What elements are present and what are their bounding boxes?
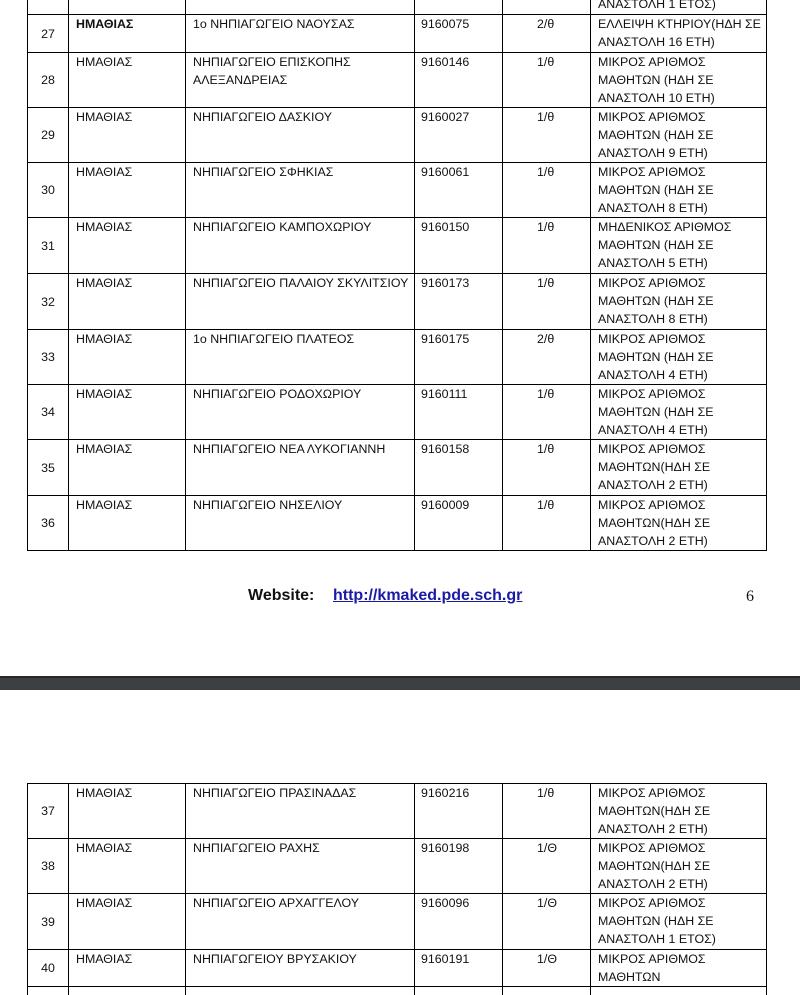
table-row [28,496,767,551]
reason-cell: ΕΛΛΕΙΨΗ ΚΤΗΡΙΟΥ(ΗΔΗ ΣΕ ΑΝΑΣΤΟΛΗ 16 ΕΤΗ) [591,15,767,53]
reason-cell: ΜΙΚΡΟΣ ΑΡΙΘΜΟΣ ΜΑΘΗΤΩΝ (ΗΔΗ ΣΕ ΑΝΑΣΤΟΛΗ 9 ΕΤΗ) [591,108,767,163]
row-number: 40 [28,950,69,987]
empty-cell [503,0,591,15]
school-name-cell: ΝΗΠΙΑΓΩΓΕΙΟ ΚΑΜΠΟΧΩΡΙΟΥ [186,218,415,274]
page-number: 6 [746,588,754,605]
classes-cell: 1/θ [503,440,591,496]
table-row [28,440,767,496]
reason-cell: ΜΗΔΕΝΙΚΟΣ ΑΡΙΘΜΟΣ ΜΑΘΗΤΩΝ (ΗΔΗ ΣΕ ΑΝΑΣΤΟΛΗ 5 ΕΤΗ) [591,218,767,274]
table-row [28,15,767,53]
school-code-cell: 9160150 [415,218,503,274]
classes-cell: 1/θ [503,496,591,551]
empty-cell [591,987,767,995]
classes-cell: 1/θ [503,274,591,330]
table-row [28,839,767,894]
table-row [28,784,767,839]
empty-cell [503,987,591,995]
school-code-cell: 9160075 [415,15,503,53]
reason-cell: ΑΝΑΣΤΟΛΗ 1 ΕΤΟΣ) [591,0,767,15]
school-name-cell: ΝΗΠΙΑΓΩΓΕΙΟ ΝΗΣΕΛΙΟΥ [186,496,415,551]
reason-cell: ΜΙΚΡΟΣ ΑΡΙΘΜΟΣ ΜΑΘΗΤΩΝ(ΗΔΗ ΣΕ ΑΝΑΣΤΟΛΗ 2 ΕΤΗ) [591,496,767,551]
school-code-cell: 9160096 [415,894,503,950]
school-name-cell: ΝΗΠΙΑΓΩΓΕΙΟ ΠΑΛΑΙΟΥ ΣΚΥΛΙΤΣΙΟΥ [186,274,415,330]
school-code-cell: 9160216 [415,784,503,839]
prefecture-cell: ΗΜΑΘΙΑΣ [69,385,186,440]
empty-cell [28,0,69,15]
prefecture-cell: ΗΜΑΘΙΑΣ [69,894,186,950]
reason-cell: ΜΙΚΡΟΣ ΑΡΙΘΜΟΣ ΜΑΘΗΤΩΝ(ΗΔΗ ΣΕ ΑΝΑΣΤΟΛΗ 2 ΕΤΗ) [591,784,767,839]
classes-cell: 1/θ [503,108,591,163]
row-number: 34 [28,385,69,440]
table-row [28,108,767,163]
school-code-cell: 9160027 [415,108,503,163]
reason-cell: ΜΙΚΡΟΣ ΑΡΙΘΜΟΣ ΜΑΘΗΤΩΝ (ΗΔΗ ΣΕ ΑΝΑΣΤΟΛΗ 10 ΕΤΗ) [591,53,767,108]
school-code-cell: 9160061 [415,163,503,218]
schools-table-continued [27,783,767,995]
row-number: 27 [28,15,69,53]
empty-cell [186,987,415,995]
school-code-cell: 9160191 [415,950,503,987]
table-row [28,894,767,950]
school-code-cell: 9160146 [415,53,503,108]
school-name-cell: ΝΗΠΙΑΓΩΓΕΙΟΥ ΒΡΥΣΑΚΙΟΥ [186,950,415,987]
classes-cell: 1/θ [503,218,591,274]
reason-cell: ΜΙΚΡΟΣ ΑΡΙΘΜΟΣ ΜΑΘΗΤΩΝ [591,950,767,987]
row-number: 30 [28,163,69,218]
table-row [28,218,767,274]
website-link[interactable]: http://kmaked.pde.sch.gr [333,587,523,604]
classes-cell: 2/θ [503,15,591,53]
table-row [28,163,767,218]
school-name-cell: ΝΗΠΙΑΓΩΓΕΙΟ ΝΕΑ ΛΥΚΟΓΙΑΝΝΗ [186,440,415,496]
school-name-cell: ΝΗΠΙΑΓΩΓΕΙΟ ΔΑΣΚΙΟΥ [186,108,415,163]
reason-cell: ΜΙΚΡΟΣ ΑΡΙΘΜΟΣ ΜΑΘΗΤΩΝ (ΗΔΗ ΣΕ ΑΝΑΣΤΟΛΗ 4 ΕΤΗ) [591,330,767,385]
classes-cell: 1/θ [503,53,591,108]
reason-cell: ΜΙΚΡΟΣ ΑΡΙΘΜΟΣ ΜΑΘΗΤΩΝ(ΗΔΗ ΣΕ ΑΝΑΣΤΟΛΗ 2 ΕΤΗ) [591,839,767,894]
prefecture-cell: ΗΜΑΘΙΑΣ [69,330,186,385]
prefecture-cell: ΗΜΑΘΙΑΣ [69,950,186,987]
prefecture-cell: ΗΜΑΘΙΑΣ [69,15,186,53]
school-code-cell: 9160158 [415,440,503,496]
row-number: 29 [28,108,69,163]
row-number: 31 [28,218,69,274]
school-name-cell: 1ο ΝΗΠΙΑΓΩΓΕΙΟ ΠΛΑΤΕΟΣ [186,330,415,385]
website-label: Website: [248,587,315,604]
classes-cell: 1/Θ [503,839,591,894]
prefecture-cell: ΗΜΑΘΙΑΣ [69,784,186,839]
school-name-cell: ΝΗΠΙΑΓΩΓΕΙΟ ΠΡΑΣΙΝΑΔΑΣ [186,784,415,839]
empty-cell [186,0,415,15]
empty-cell [28,987,69,995]
page-separator [0,676,800,690]
table-row [28,274,767,330]
row-number: 37 [28,784,69,839]
school-code-cell: 9160173 [415,274,503,330]
row-number: 33 [28,330,69,385]
table-row [28,950,767,987]
classes-cell: 2/θ [503,330,591,385]
empty-cell [69,0,186,15]
prefecture-cell: ΗΜΑΘΙΑΣ [69,274,186,330]
prefecture-cell: ΗΜΑΘΙΑΣ [69,496,186,551]
page-footer [0,587,800,609]
schools-table [27,0,767,551]
row-number: 35 [28,440,69,496]
classes-cell: 1/Θ [503,950,591,987]
row-number: 28 [28,53,69,108]
prefecture-cell: ΗΜΑΘΙΑΣ [69,163,186,218]
reason-cell: ΜΙΚΡΟΣ ΑΡΙΘΜΟΣ ΜΑΘΗΤΩΝ(ΗΔΗ ΣΕ ΑΝΑΣΤΟΛΗ 2 ΕΤΗ) [591,440,767,496]
prefecture-cell: ΗΜΑΘΙΑΣ [69,108,186,163]
empty-cell [415,987,503,995]
table-row [28,330,767,385]
prefecture-cell: ΗΜΑΘΙΑΣ [69,839,186,894]
school-name-cell: ΝΗΠΙΑΓΩΓΕΙΟ ΑΡΧΑΓΓΕΛΟΥ [186,894,415,950]
row-number: 38 [28,839,69,894]
table-row [28,53,767,108]
school-code-cell: 9160009 [415,496,503,551]
school-code-cell: 9160175 [415,330,503,385]
reason-cell: ΜΙΚΡΟΣ ΑΡΙΘΜΟΣ ΜΑΘΗΤΩΝ (ΗΔΗ ΣΕ ΑΝΑΣΤΟΛΗ 4 ΕΤΗ) [591,385,767,440]
reason-cell: ΜΙΚΡΟΣ ΑΡΙΘΜΟΣ ΜΑΘΗΤΩΝ (ΗΔΗ ΣΕ ΑΝΑΣΤΟΛΗ 8 ΕΤΗ) [591,274,767,330]
school-code-cell: 9160198 [415,839,503,894]
classes-cell: 1/θ [503,385,591,440]
school-name-cell: 1ο ΝΗΠΙΑΓΩΓΕΙΟ ΝΑΟΥΣΑΣ [186,15,415,53]
school-name-cell: ΝΗΠΙΑΓΩΓΕΙΟ ΕΠΙΣΚΟΠΗΣ ΑΛΕΞΑΝΔΡΕΙΑΣ [186,53,415,108]
school-name-cell: ΝΗΠΙΑΓΩΓΕΙΟ ΣΦΗΚΙΑΣ [186,163,415,218]
row-number: 32 [28,274,69,330]
classes-cell: 1/θ [503,784,591,839]
school-name-cell: ΝΗΠΙΑΓΩΓΕΙΟ ΡΑΧΗΣ [186,839,415,894]
school-name-cell: ΝΗΠΙΑΓΩΓΕΙΟ ΡΟΔΟΧΩΡΙΟΥ [186,385,415,440]
prefecture-cell: ΗΜΑΘΙΑΣ [69,440,186,496]
classes-cell: 1/θ [503,163,591,218]
school-code-cell: 9160111 [415,385,503,440]
pdf-page-7 [0,690,800,995]
table-row [28,385,767,440]
empty-cell [415,0,503,15]
reason-cell: ΜΙΚΡΟΣ ΑΡΙΘΜΟΣ ΜΑΘΗΤΩΝ (ΗΔΗ ΣΕ ΑΝΑΣΤΟΛΗ 8 ΕΤΗ) [591,163,767,218]
table-row-partial [28,987,767,995]
reason-cell: ΜΙΚΡΟΣ ΑΡΙΘΜΟΣ ΜΑΘΗΤΩΝ (ΗΔΗ ΣΕ ΑΝΑΣΤΟΛΗ 1 ΕΤΟΣ) [591,894,767,950]
row-number: 36 [28,496,69,551]
row-number: 39 [28,894,69,950]
prefecture-cell: ΗΜΑΘΙΑΣ [69,53,186,108]
empty-cell [69,987,186,995]
prefecture-cell: ΗΜΑΘΙΑΣ [69,218,186,274]
table-row-partial [28,0,767,15]
classes-cell: 1/Θ [503,894,591,950]
